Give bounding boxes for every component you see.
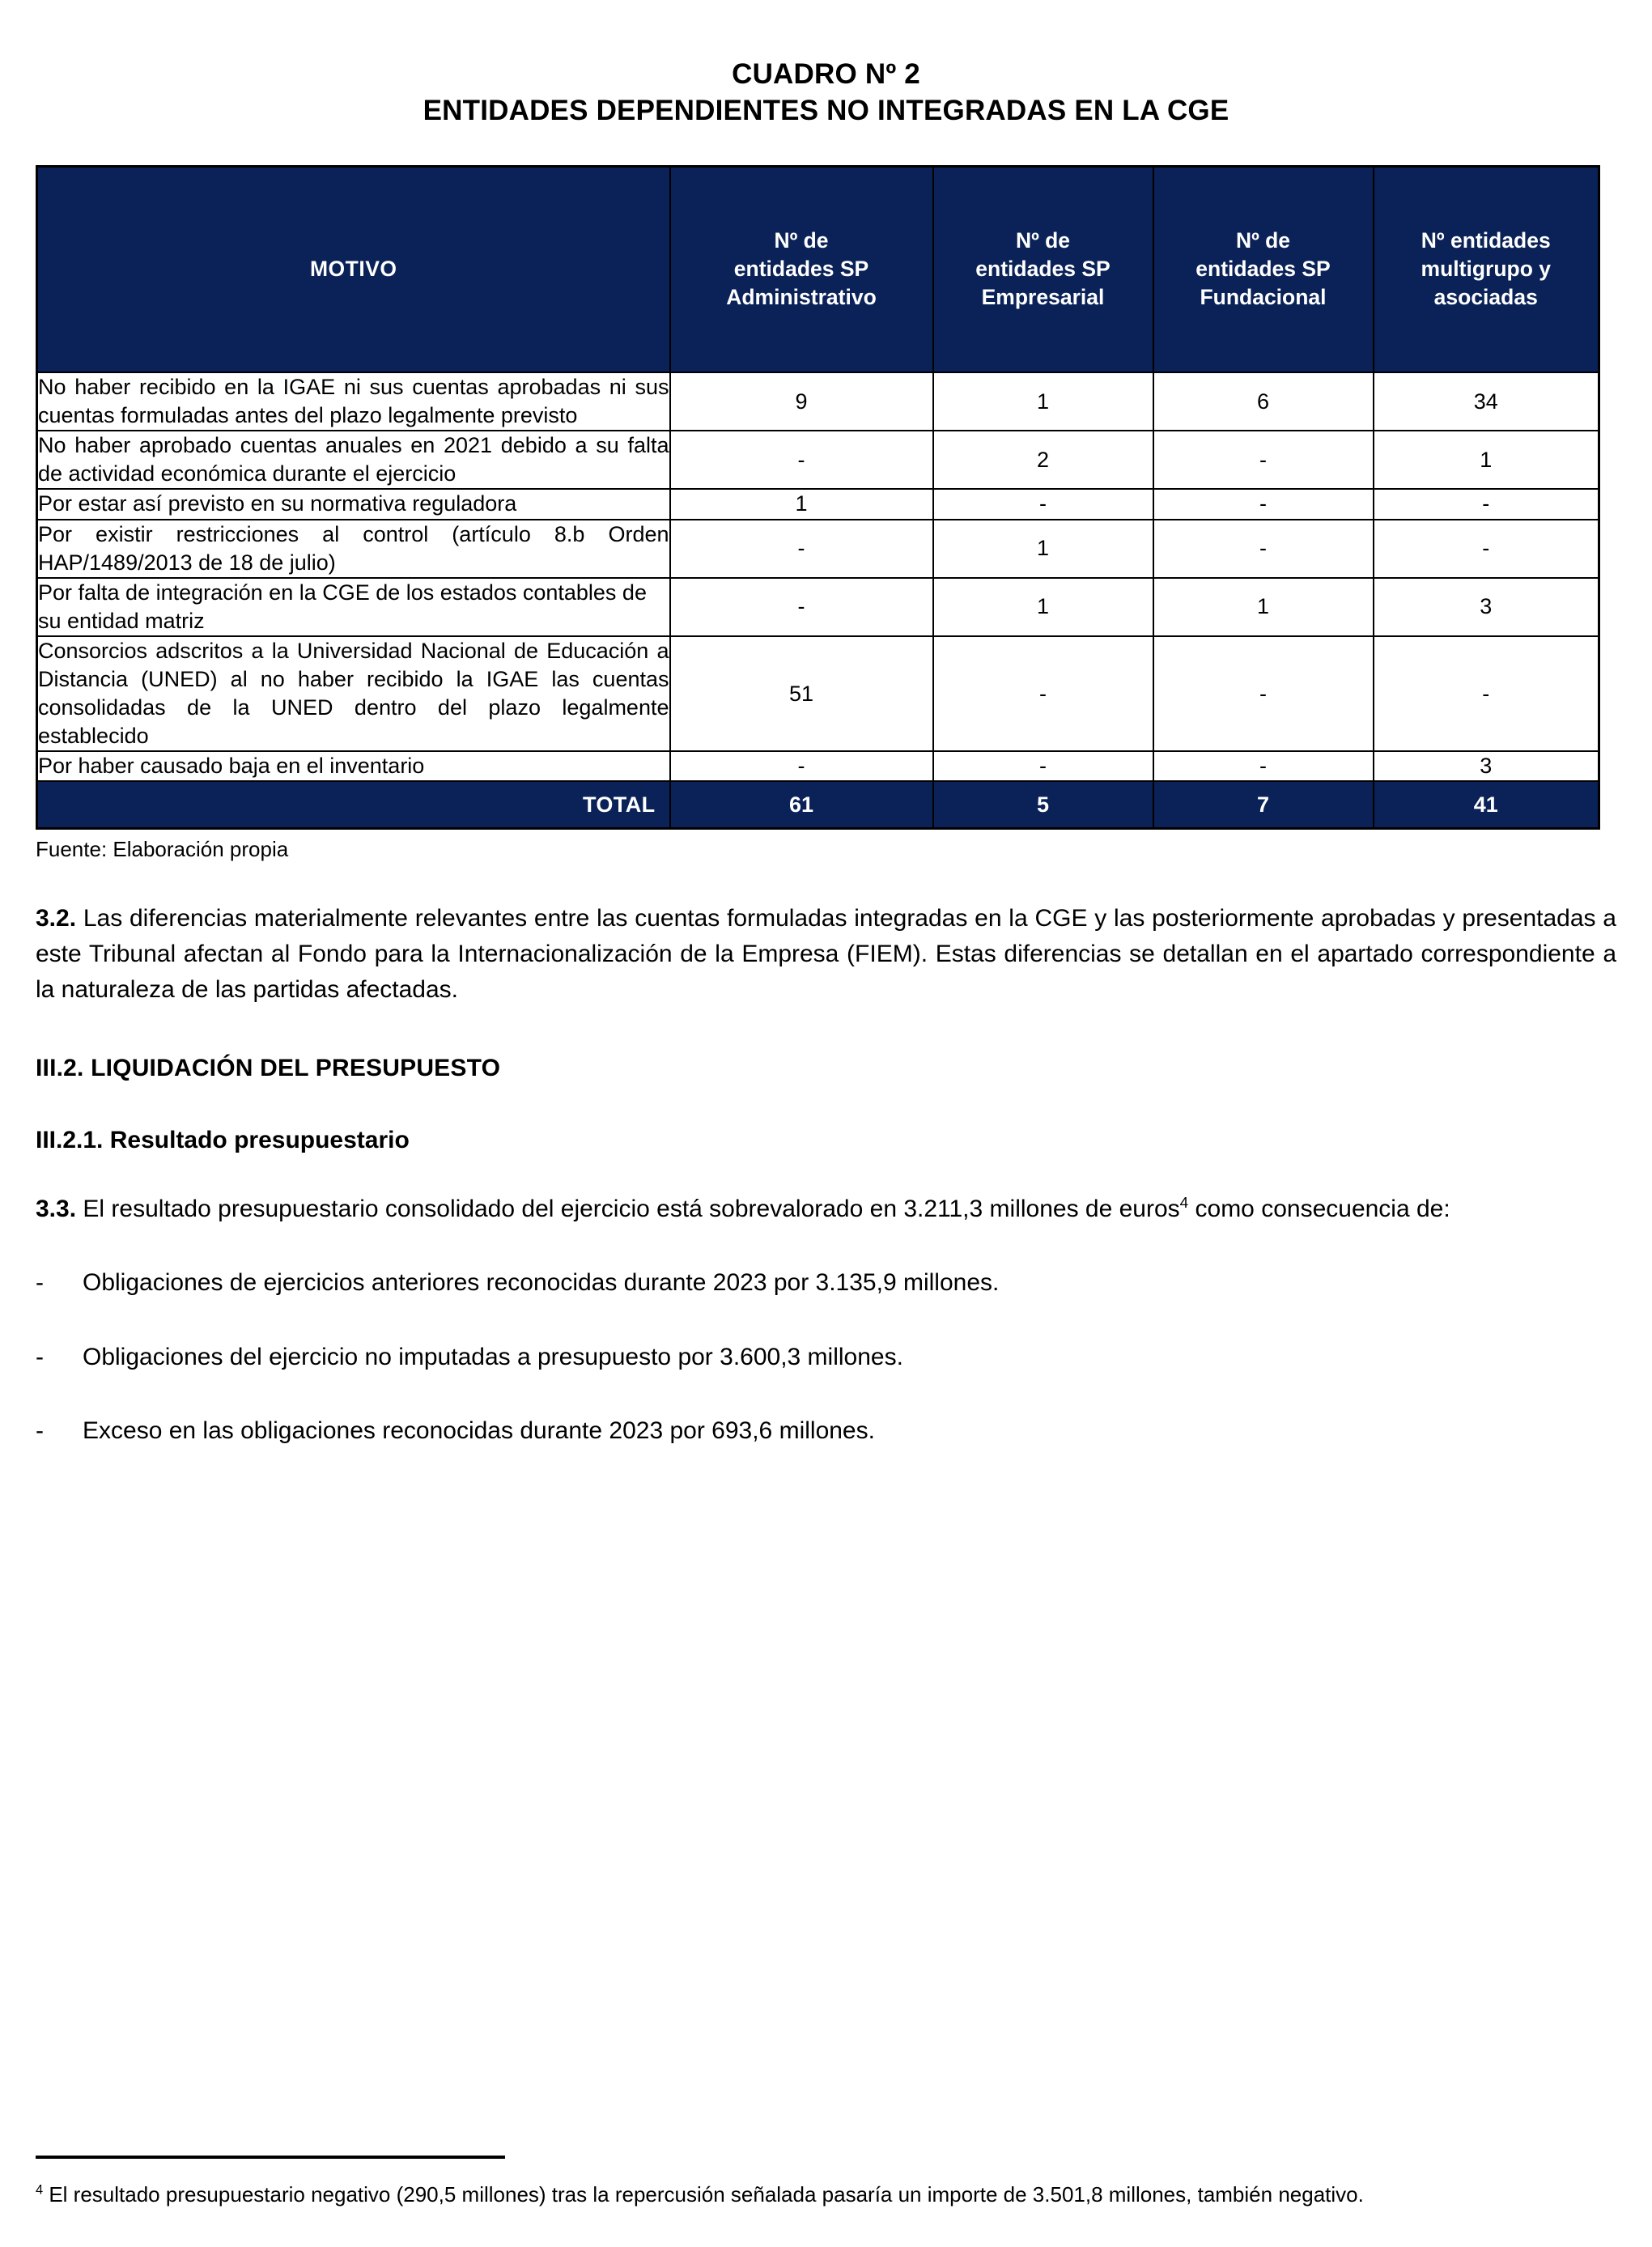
page-title-line-2: ENTIDADES DEPENDIENTES NO INTEGRADAS EN LA CGE xyxy=(423,94,1229,126)
cell-sp-administrativo: 1 xyxy=(670,489,933,519)
column-header-line: Fundacional xyxy=(1200,285,1327,310)
column-header-line: Nº de xyxy=(774,228,829,253)
column-header-line: Empresarial xyxy=(981,285,1105,310)
footnote-area xyxy=(36,2156,1616,2210)
column-header-line: Administrativo xyxy=(726,285,877,310)
paragraph-3-3-text-b: como consecuencia de: xyxy=(1188,1195,1450,1222)
footnote-number: 4 xyxy=(36,2181,44,2197)
cell-motivo: Por estar así previsto en su normativa reguladora xyxy=(37,489,670,519)
table-total-row xyxy=(37,781,1599,829)
table-row xyxy=(37,636,1599,751)
table-row xyxy=(37,489,1599,519)
column-header-line: Nº entidades xyxy=(1421,228,1551,253)
cell-sp-fundacional: - xyxy=(1153,431,1374,489)
heading-iii-2-1: III.2.1. Resultado presupuestario xyxy=(36,1126,410,1153)
page-title xyxy=(36,0,1616,130)
cell-total-label: TOTAL xyxy=(37,781,670,829)
cell-sp-administrativo: - xyxy=(670,751,933,781)
cell-sp-empresarial: 1 xyxy=(933,372,1153,431)
table-body xyxy=(37,372,1599,829)
cell-sp-administrativo: 51 xyxy=(670,636,933,751)
footnote-4 xyxy=(36,2180,1616,2210)
cell-sp-empresarial: 2 xyxy=(933,431,1153,489)
cell-total-sp-empresarial: 5 xyxy=(933,781,1153,829)
cell-total-multigrupo-asociadas: 41 xyxy=(1374,781,1599,829)
list-item xyxy=(36,1340,1616,1375)
cell-sp-empresarial: - xyxy=(933,751,1153,781)
list-item xyxy=(36,1265,1616,1301)
column-header-line: Nº de xyxy=(1015,228,1071,253)
cell-multigrupo-asociadas: - xyxy=(1374,636,1599,751)
column-header-multigrupo-asociadas xyxy=(1374,166,1599,372)
heading-iii-2: III.2. LIQUIDACIÓN DEL PRESUPUESTO xyxy=(36,1054,501,1081)
column-header-line: entidades SP xyxy=(733,257,869,282)
list-item-text: Obligaciones del ejercicio no imputadas a presupuesto por 3.600,3 millones. xyxy=(83,1343,903,1370)
cell-total-sp-administrativo: 61 xyxy=(670,781,933,829)
cell-sp-empresarial: 1 xyxy=(933,520,1153,578)
cell-sp-fundacional: - xyxy=(1153,751,1374,781)
table-container xyxy=(36,165,1616,864)
column-header-sp-fundacional xyxy=(1153,166,1374,372)
cell-sp-administrativo: - xyxy=(670,520,933,578)
column-header-sp-empresarial xyxy=(933,166,1153,372)
table-row xyxy=(37,431,1599,489)
column-header-line: asociadas xyxy=(1433,285,1538,310)
footnote-separator xyxy=(36,2156,505,2159)
paragraph-3-3-text-a: El resultado presupuestario consolidado del ejercicio está sobrevalorado en 3.211,3 millones de euros xyxy=(76,1195,1180,1222)
cell-sp-administrativo: - xyxy=(670,431,933,489)
cell-sp-administrativo: 9 xyxy=(670,372,933,431)
cell-multigrupo-asociadas: - xyxy=(1374,489,1599,519)
cell-motivo: Por falta de integración en la CGE de los estados contables de su entidad matriz xyxy=(37,578,670,636)
table-row xyxy=(37,372,1599,431)
column-header-motivo: MOTIVO xyxy=(37,166,670,372)
dash-bullet-icon: - xyxy=(36,1269,44,1297)
cell-motivo: No haber aprobado cuentas anuales en 2021 debido a su falta de actividad económica durante el ejercicio xyxy=(37,431,670,489)
cell-sp-administrativo: - xyxy=(670,578,933,636)
page-title-line-1: CUADRO Nº 2 xyxy=(732,58,920,90)
cell-multigrupo-asociadas: 34 xyxy=(1374,372,1599,431)
table-source-note: Fuente: Elaboración propia xyxy=(36,837,289,862)
cell-sp-fundacional: 6 xyxy=(1153,372,1374,431)
cell-multigrupo-asociadas: 3 xyxy=(1374,578,1599,636)
list-item-text: Exceso en las obligaciones reconocidas durante 2023 por 693,6 millones. xyxy=(83,1417,875,1445)
paragraph-3-3-number: 3.3. xyxy=(36,1195,77,1222)
column-header-sp-administrativo xyxy=(670,166,933,372)
paragraph-3-2 xyxy=(36,901,1616,1007)
paragraph-3-2-text: Las diferencias materialmente relevantes entre las cuentas formuladas integradas en la CGE y las posteriormente aprobadas y presentadas a este Tribunal afectan al Fondo para la Internacionalización de la Empresa (FIEM). Estas diferencias se detallan en el apartado correspondiente a la naturaleza de las partidas afectadas. xyxy=(36,905,1616,1003)
table-header-row xyxy=(37,166,1599,372)
list-item-text: Obligaciones de ejercicios anteriores reconocidas durante 2023 por 3.135,9 millones. xyxy=(83,1269,1000,1297)
cell-multigrupo-asociadas: 1 xyxy=(1374,431,1599,489)
cell-sp-fundacional: - xyxy=(1153,636,1374,751)
cell-sp-fundacional: 1 xyxy=(1153,578,1374,636)
dash-bullet-icon: - xyxy=(36,1343,44,1370)
entidades-table xyxy=(36,165,1600,830)
cell-sp-empresarial: - xyxy=(933,489,1153,519)
cell-multigrupo-asociadas: 3 xyxy=(1374,751,1599,781)
dash-bullet-icon: - xyxy=(36,1417,44,1445)
table-header xyxy=(37,166,1599,372)
paragraph-3-3 xyxy=(36,1191,1616,1227)
table-row xyxy=(37,578,1599,636)
cell-sp-fundacional: - xyxy=(1153,520,1374,578)
cell-multigrupo-asociadas: - xyxy=(1374,520,1599,578)
table-row xyxy=(37,520,1599,578)
column-header-line: Nº de xyxy=(1235,228,1291,253)
cell-sp-empresarial: - xyxy=(933,636,1153,751)
table-row xyxy=(37,751,1599,781)
cell-total-sp-fundacional: 7 xyxy=(1153,781,1374,829)
column-header-line: entidades SP xyxy=(975,257,1111,282)
column-header-line: entidades SP xyxy=(1195,257,1331,282)
cell-motivo: Por haber causado baja en el inventario xyxy=(37,751,670,781)
paragraph-3-2-number: 3.2. xyxy=(36,905,77,932)
column-header-line: multigrupo y xyxy=(1421,257,1551,282)
cell-sp-fundacional: - xyxy=(1153,489,1374,519)
cell-motivo: Consorcios adscritos a la Universidad Nacional de Educación a Distancia (UNED) al no haber recibido la IGAE las cuentas consolidadas de la UNED dentro del plazo legalmente establecido xyxy=(37,636,670,751)
cell-motivo: Por existir restricciones al control (artículo 8.b Orden HAP/1489/2013 de 18 de julio) xyxy=(37,520,670,578)
footnote-reference-marker[interactable]: 4 xyxy=(1179,1194,1189,1212)
list-item xyxy=(36,1413,1616,1449)
footnote-text: El resultado presupuestario negativo (290,5 millones) tras la repercusión señalada pasaría un importe de 3.501,8 millones, también negativo. xyxy=(43,2181,1364,2207)
bullet-list xyxy=(36,1265,1616,1449)
cell-sp-empresarial: 1 xyxy=(933,578,1153,636)
cell-motivo: No haber recibido en la IGAE ni sus cuentas aprobadas ni sus cuentas formuladas antes del plazo legalmente previsto xyxy=(37,372,670,431)
